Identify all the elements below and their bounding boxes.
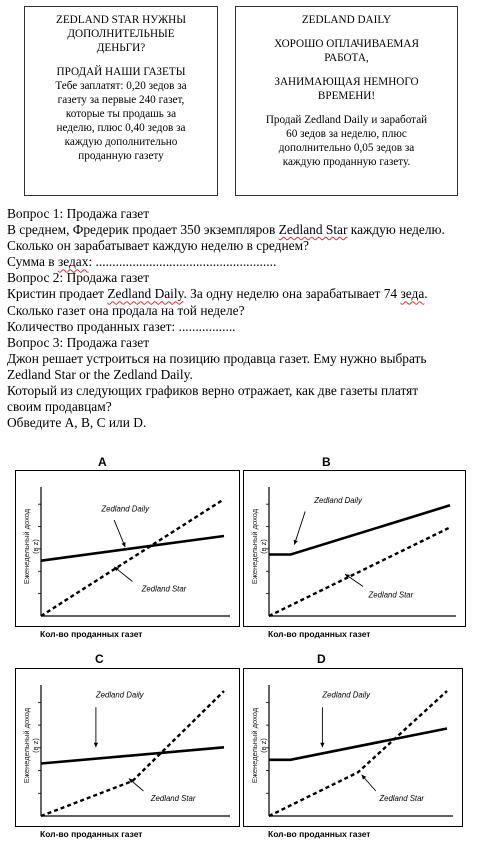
chart-panel-d xyxy=(243,668,463,827)
label-zedland-daily: Zedland Daily xyxy=(322,690,371,700)
ad-daily-body-2: 60 зедов за неделю, плюс xyxy=(286,128,407,140)
ad-daily-sub-2: ВРЕМЕНИ! xyxy=(317,90,376,102)
ad-star-body-5: каждую дополнительно xyxy=(64,136,178,148)
chart-panel-c xyxy=(15,668,240,827)
label-zedland-daily: Zedland Daily xyxy=(95,690,144,700)
x-axis-label: Кол-во проданных газет xyxy=(268,829,371,839)
x-axis-label: Кол-во проданных газет xyxy=(268,629,371,639)
q3-text-3: Который из следующих графиков верно отражает, как две газеты платят xyxy=(7,383,419,399)
chart-svg-c xyxy=(16,669,239,826)
ad-star-subtitle: ПРОДАЙ НАШИ ГАЗЕТЫ xyxy=(56,66,186,78)
ad-daily-body-4: каждую проданную газету. xyxy=(282,156,411,168)
chart-svg-d xyxy=(244,669,462,826)
q1-text: В среднем, Фредерик продает 350 экземпляров Zedland Star каждую неделю. xyxy=(7,222,445,238)
arrow-zedland-daily-head xyxy=(94,743,98,748)
label-zedland-daily: Zedland Daily xyxy=(314,495,362,505)
chart-letter-d: D xyxy=(317,652,326,666)
ad-daily-body-3: дополнительно 0,05 зедов за xyxy=(278,142,415,154)
ad-daily-sub-1: ЗАНИМАЮЩАЯ НЕМНОГО xyxy=(274,76,419,88)
label-zedland-star: Zedland Star xyxy=(368,590,414,600)
ad-zedland-star xyxy=(24,6,218,196)
q1-title: Вопрос 1: Продажа газет xyxy=(7,206,150,221)
ad-daily-title: ZEDLAND DAILY xyxy=(301,14,392,26)
questions-block xyxy=(7,206,497,431)
ad-zedland-daily xyxy=(235,6,458,196)
y-axis-label: Еженедельный доход (в z) xyxy=(250,707,268,784)
ad-star-body-6: проданную газету xyxy=(78,150,164,162)
ad-daily-body-1: Продай Zedland Daily и заработай xyxy=(265,114,428,126)
ad-star-title-1: ZEDLAND STAR НУЖНЫ xyxy=(56,14,186,26)
q3-title: Вопрос 3: Продажа газет xyxy=(7,334,150,350)
y-axis-label: Еженедельный доход (в z) xyxy=(250,508,268,585)
label-zedland-star: Zedland Star xyxy=(141,584,187,594)
q2-text-2: Сколько газет она продала на той неделе? xyxy=(7,302,245,318)
q2-text: Кристин продает Zedland Daily. За одну неделю она зарабатывает 74 зеда. xyxy=(7,286,428,302)
q3-text-2: Zedland Star or the Zedland Daily. xyxy=(7,366,193,382)
arrow-zedland-daily-head xyxy=(320,743,324,748)
q3-text-5: Обведите A, B, C или D. xyxy=(7,415,147,431)
label-zedland-star: Zedland Star xyxy=(150,794,196,803)
label-zedland-daily: Zedland Daily xyxy=(101,504,150,514)
ad-star-body-1: Тебе заплатят: 0,20 зедов за xyxy=(55,80,187,92)
series-zedland-daily-line xyxy=(41,747,224,763)
ad-daily-head-1: ХОРОШО ОПЛАЧИВАЕМАЯ xyxy=(274,38,419,50)
x-axis-label: Кол-во проданных газет xyxy=(40,829,143,839)
arrow-zedland-daily-head xyxy=(294,540,298,545)
ad-star-body-2: газету за первые 240 газет, xyxy=(57,94,185,106)
ad-star-body-4: неделю, плюс 0,40 зедов за xyxy=(56,122,186,134)
series-zedland-daily-line xyxy=(269,729,447,760)
x-axis-label: Кол-во проданных газет xyxy=(40,629,143,639)
q1-text-2: Сколько он зарабатывает каждую неделю в среднем? xyxy=(7,238,310,254)
chart-panel-a xyxy=(15,470,240,627)
ad-star-title-3: ДЕНЬГИ? xyxy=(96,42,146,54)
chart-letter-a: A xyxy=(98,455,107,469)
q3-text-1: Джон решает устроиться на позицию продавца газет. Ему нужно выбрать xyxy=(7,350,427,366)
series-zedland-star-line xyxy=(41,691,224,816)
y-axis-label: Еженедельный доход (в z) xyxy=(22,707,40,784)
q2-title: Вопрос 2: Продажа газет xyxy=(7,270,150,286)
chart-letter-b: B xyxy=(322,455,331,469)
chart-svg-a xyxy=(16,471,239,626)
chart-panel-b xyxy=(243,470,466,627)
q2-answer-line: Количество проданных газет: ................. xyxy=(7,318,236,334)
chart-svg-b xyxy=(244,471,465,626)
series-zedland-daily-line xyxy=(269,505,450,554)
chart-letter-c: C xyxy=(95,652,104,666)
q1-answer-line: Сумма в зедах: ...................................................... xyxy=(7,254,277,270)
ad-star-title-2: ДОПОЛНИТЕЛЬНЫЕ xyxy=(67,28,175,40)
q3-text-4: своим продавцам? xyxy=(7,399,112,415)
y-axis-label: Еженедельный доход (в z) xyxy=(22,508,40,585)
label-zedland-star: Zedland Star xyxy=(379,794,425,803)
ad-star-body-3: которые ты продашь за xyxy=(65,108,177,120)
ad-daily-head-2: РАБОТА, xyxy=(324,52,369,64)
arrow-zedland-daily xyxy=(294,511,305,544)
